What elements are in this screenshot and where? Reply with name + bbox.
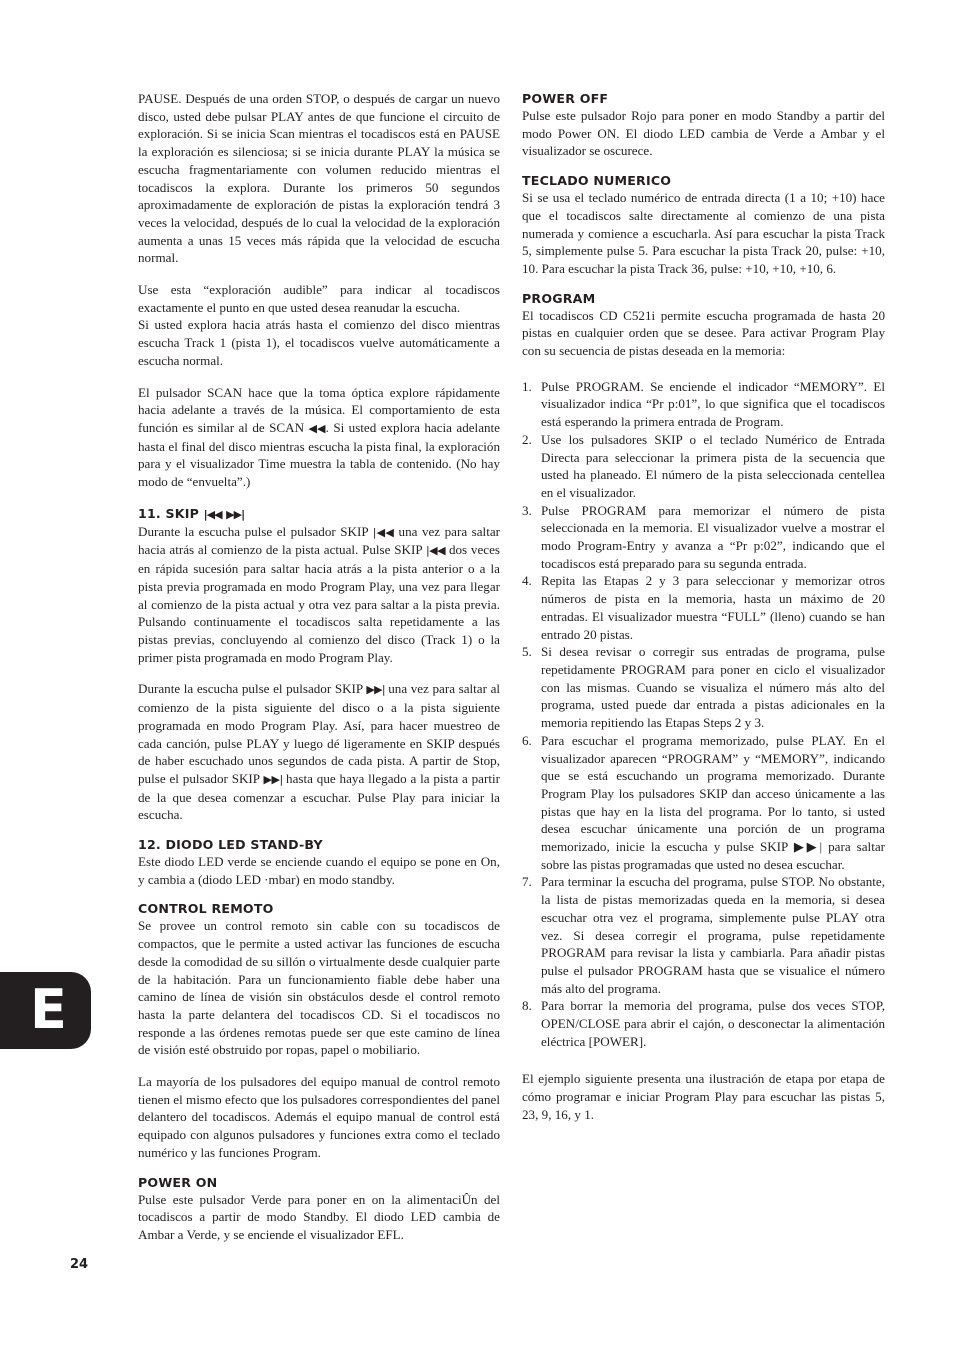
scan-paragraph-2b: Si usted explora hacia atrás hasta el comienzo del disco mientras escucha Track 1 (pista 1), el tocadiscos vuelve automáticamente a escucha normal. [138,317,500,368]
power-off-paragraph: Pulse este pulsador Rojo para poner en modo Standby a partir del modo Power ON. El diodo LED cambia de Verde a Ambar y el visualizador se oscurece. [522,108,885,159]
power-off-heading: POWER OFF [522,91,609,106]
skip-heading: 11. SKIP |◀◀ ▶▶| [138,505,245,521]
scan-paragraph-3: El pulsador SCAN hace que la toma óptica explore rápidamente hacia adelante a través de la música. El comportamiento de esta función es similar al de SCAN ◀◀. Si usted explora hacia adelante hasta el final del disco mientras escucha la pista final, la exploración para y el visualizador Time muestra la tabla de contenido. (No hay modo de “envuelta”.) [138,384,500,490]
right-column [522,90,885,1138]
list-item: 3. Pulse PROGRAM para memorizar el número de pista seleccionada en la memoria. El visualizador vuelve a mostrar el modo Program-Entry y avanza a “Pr p:02”, indicando que el tocadiscos está preparado para su segunda entrada. [522,502,885,571]
language-tab-letter: E [30,978,67,1041]
list-item: 1. Pulse PROGRAM. Se enciende el indicador “MEMORY”. El visualizador indica “Pr p:01”, lo que significa que el tocadiscos está esperando la primera entrada de Program. [522,378,885,430]
skip-paragraph-2: Durante la escucha pulse el pulsador SKIP ▶▶| una vez para saltar al comienzo de la pista siguiente del disco o a la pista siguiente programada en modo Program Play. Así, para hacer muestreo de cada canción, pulse PLAY y luego dé ligeramente en SKIP después de haber escuchado unos segundos de cada pista. A partir de Stop, pulse el pulsador SKIP ▶▶| hasta que haya llegado a la pista a partir de la que desea comenzar a escuchar. Pulse Play para iniciar la escucha. [138,681,501,823]
scan-paragraph-1: PAUSE. Después de una orden STOP, o después de cargar un nuevo disco, usted debe pulsar PLAY antes de que funcione el circuito de exploración. Si se inicia Scan mientras el tocadiscos está en PAUSE la exploración es silenciosa; si se inicia durante PLAY la música se escucha fragmentariamente con volumen reducido mientras el tocadiscos la explora. Durante los primeros 50 segundos aproximadamente de exploración de pistas la exploración tendrá 3 veces la velocidad, después de lo cual la velocidad de la exploración aumenta a unas 15 veces más rápida que la velocidad de escucha normal. [138,91,500,266]
list-item: 8. Para borrar la memoria del programa, pulse dos veces STOP, OPEN/CLOSE para abrir el cajón, o desconectar la alimentación eléctrica [POWER]. [522,998,885,1049]
program-heading: PROGRAM [522,290,596,306]
remote-paragraph-2: La mayoría de los pulsadores del equipo manual de control remoto tienen el mismo efecto que los pulsadores correspondientes del panel delantero del tocadiscos. Además el equipo manual de control está equipado con algunos pulsadores y funciones extra como el teclado numérico y las funciones Program. [138,1074,500,1160]
example-paragraph: El ejemplo siguiente presenta una ilustración de etapa por etapa de cómo programar e iniciar Program Play para escuchar las pistas 5, 23, 9, 16, y 1. [522,1071,885,1122]
list-item: 4. Repita las Etapas 2 y 3 para seleccionar y memorizar otros números de pista en la memoria, hasta un máximo de 20 entradas. El visualizador muestra “FULL” (lleno) cuando se han entrado 20 pistas. [522,573,885,642]
scan-paragraph-2a: Use esta “exploración audible” para indicar al tocadiscos exactamente el punto en que usted desea reanudar la escucha. [138,282,500,315]
skip-paragraph-1: Durante la escucha pulse el pulsador SKIP |◀◀ una vez para saltar hacia atrás al comienzo de la pista actual. Pulse SKIP |◀◀ dos veces en rápida sucesión para saltar hacia atrás a la pista anterior o a la pista previa programada en modo Program Play, una vez para llegar al comienzo de la pista actual y otra vez para saltar a la pista previa. Pulsando continuamente el tocadiscos salta repetidamente a las pistas previas, concluyendo al comienzo del disco (Track 1) o la primer pista programada en modo Program Play. [138,523,501,665]
skip-forward-icon: ▶▶| [366,683,385,697]
list-item: 6. Para escuchar el programa memorizado, pulse PLAY. En el visualizador aparecen “PROGRAM” y “MEMORY”, indicando que se está escuchando un programa memorizado. Durante Program Play los pulsadores SKIP dan acceso únicamente a las pistas que hay en la lista del programa. Por lo tanto, si usted desea escuchar únicamente una porción de un programa memorizado, inicie la escucha y pulse SKIP ▶▶| para saltar sobre las pistas programadas que usted no desea escuchar. [522,732,885,872]
skip-back-icon: |◀◀ [203,507,222,521]
led-heading: 12. DIODO LED STAND-BY [138,837,323,853]
program-steps [522,378,885,1051]
led-paragraph: Este diodo LED verde se enciende cuando el equipo se pone en On, y cambia a (diodo LED ·mbar) en modo standby. [138,854,500,887]
page-number: 24 [70,1257,89,1272]
keypad-heading: TECLADO NUMERICO [522,173,672,189]
remote-paragraph-1: Se provee un control remoto sin cable con su tocadiscos de compactos, que le permite a usted activar las funciones de escucha desde la comodidad de su sillón o virtualmente desde cualquier parte de la habitación. Para un funcionamiento fiable debe haber una camino de línea de visión sin obstáculos desde el control remoto hasta la parte delantera del tocadiscos CD. Si el tocadiscos no responde a las órdenes remotas puede ser que este camino de línea de visión esté obstruido por ropas, papel o mobiliario. [138,918,500,1058]
remote-heading: CONTROL REMOTO [138,901,274,917]
program-paragraph: El tocadiscos CD C521i permite escucha programada de hasta 20 pistas en cualquier orden que se desee. Para activar Program Play con su secuencia de pistas deseada en la memoria: [522,307,885,359]
skip-forward-icon: ▶▶| [263,772,283,786]
power-on-paragraph: Pulse este pulsador Verde para poner en on la alimentaciÛn del tocadiscos a partir de modo Standby. El diodo LED cambia de Ambar a Verde, y se enciende el visualizador EFL. [138,1191,500,1242]
list-item: 5. Si desea revisar o corregir sus entradas de programa, pulse repetidamente PROGRAM para poner en ciclo el visualizador con las mismas. Cuando se visualiza el número más alto del programa, usted puede dar entrada a pistas adicionales en la memoria repitiendo las Etapas Steps 2 y 3. [522,644,885,731]
list-item: 2. Use los pulsadores SKIP o el teclado Numérico de Entrada Directa para seleccionar la primera pista de la secuencia que usted ha planeado. El número de la pista seleccionada centellea en el visualizador. [522,431,885,500]
skip-back-icon: |◀◀ [425,544,446,558]
scan-back-icon: ◀◀ [308,421,326,435]
list-item: 7. Para terminar la escucha del programa, pulse STOP. No obstante, la lista de pistas memorizadas queda en la memoria, si desea escuchar otra vez el programa, simplemente pulse PLAY otra vez. Si desea corregir el programa, pulse repetidamente PROGRAM para revisar la lista y cambiarla. Para añadir pistas pulse el pulsador PROGRAM hasta que se visualice el número más alto del programa. [522,874,885,996]
power-on-heading: POWER ON [138,1174,218,1190]
skip-back-icon: |◀◀ [372,525,395,539]
keypad-paragraph: Si se usa el teclado numérico de entrada directa (1 a 10; +10) hace que el tocadiscos salte directamente al comienzo de una pista numerada y comience a escucharla. Así para escuchar la pista Track 5, simplemente pulse 5. Para escuchar la pista Track 20, pulse: +10, 10. Para escuchar la pista Track 36, pulse: +10, +10, +10, 6. [522,190,885,276]
language-tab [0,972,91,1049]
left-column [138,90,500,1244]
skip-forward-icon: ▶▶| [226,507,245,521]
